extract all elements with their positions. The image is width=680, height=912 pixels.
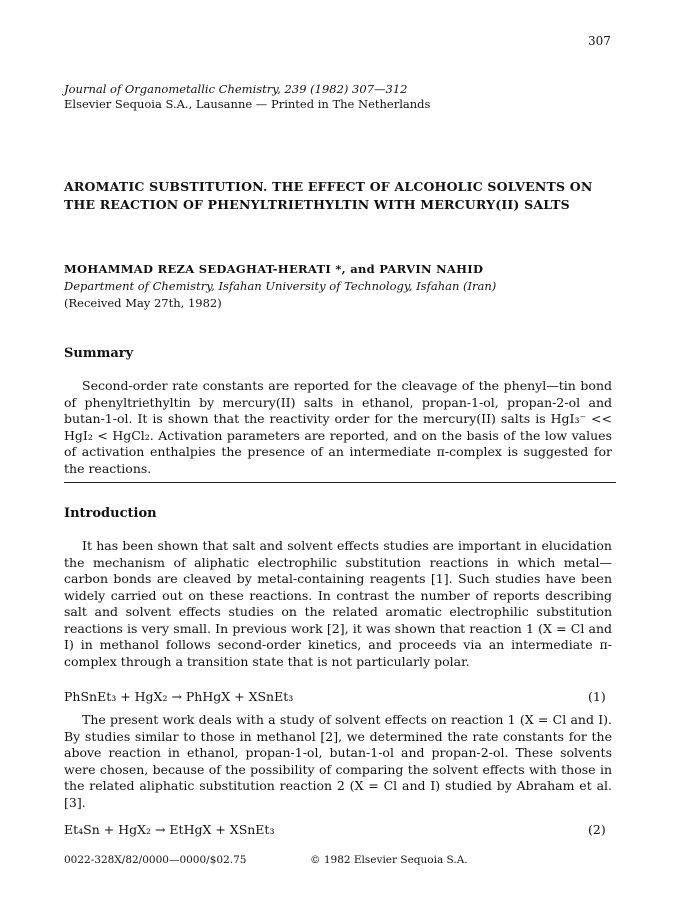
section-divider bbox=[64, 482, 616, 483]
footer-copyright: © 1982 Elsevier Sequoia S.A. bbox=[310, 854, 468, 866]
equation-2-number: (2) bbox=[588, 822, 606, 837]
introduction-paragraph: It has been shown that salt and solvent effects studies are important in elucidation the mechanism of aliphatic electrophilic substitution reactions in which metal—carbon bonds are cleaved by metal-containing reagents [1]. Such studies have been widely carried out on these reactions. In contrast the number of reports describing salt and solvent effects studies on the related aromatic electrophilic substitution reactions is very small. In previous work [2], it was shown that reaction 1 (X = Cl and I) in methanol follows second-order kinetics, and proceeds via an intermediate π-complex through a transition state that is not particularly polar. bbox=[64, 538, 612, 669]
equation-1: PhSnEt₃ + HgX₂ → PhHgX + XSnEt₃ bbox=[64, 689, 294, 704]
page-number: 307 bbox=[588, 34, 611, 48]
received-date: (Received May 27th, 1982) bbox=[64, 296, 222, 310]
article-title: AROMATIC SUBSTITUTION. THE EFFECT OF ALCOHOLIC SOLVENTS ON THE REACTION OF PHENYLTRIETHYLTIN WITH MERCURY(II) SALTS bbox=[64, 179, 593, 212]
publisher-line: Elsevier Sequoia S.A., Lausanne — Printed in The Netherlands bbox=[64, 97, 431, 111]
equation-1-number: (1) bbox=[588, 689, 606, 704]
equation-2: Et₄Sn + HgX₂ → EtHgX + XSnEt₃ bbox=[64, 822, 275, 837]
authors: MOHAMMAD REZA SEDAGHAT-HERATI *, and PARVIN NAHID bbox=[64, 262, 484, 276]
affiliation: Department of Chemistry, Isfahan University of Technology, Isfahan (Iran) bbox=[64, 279, 497, 293]
summary-heading: Summary bbox=[64, 346, 134, 361]
journal-citation: Journal of Organometallic Chemistry, 239 (1982) 307—312 bbox=[64, 82, 408, 96]
summary-paragraph: Second-order rate constants are reported for the cleavage of the phenyl—tin bond of phenyltriethyltin by mercury(II) salts in ethanol, propan-1-ol, propan-2-ol and butan-1-ol. It is shown that the reactivity order for the mercury(II) salts is HgI₃⁻ << HgI₂ < HgCl₂. Activation parameters are reported, and on the basis of the low values of activation enthalpies the presence of an intermediate π-complex is suggested for the reactions. bbox=[64, 378, 612, 476]
body-paragraph-2: The present work deals with a study of solvent effects on reaction 1 (X = Cl and I). By studies similar to those in methanol [2], we determined the rate constants for the above reaction in ethanol, propan-1-ol, butan-1-ol and propan-2-ol. These solvents were chosen, because of the possibility of comparing the solvent effects with those in the related aliphatic substitution reaction 2 (X = Cl and I) studied by Abraham et al. [3]. bbox=[64, 712, 612, 810]
introduction-heading: Introduction bbox=[64, 506, 157, 521]
footer-issn-code: 0022-328X/82/0000—0000/$02.75 bbox=[64, 854, 247, 866]
